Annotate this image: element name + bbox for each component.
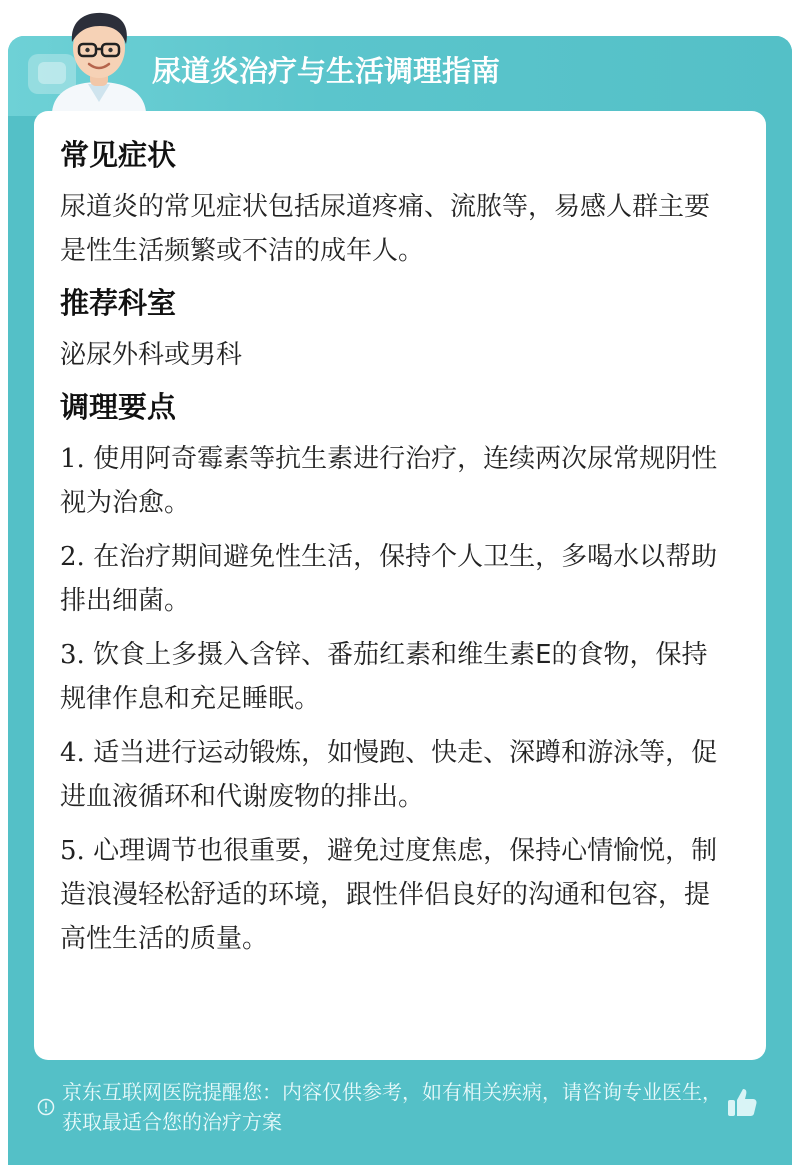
list-item-number: 4. <box>60 738 85 768</box>
section-heading-symptoms: 常见症状 <box>60 138 177 172</box>
section-symptoms <box>60 135 730 273</box>
section-heading-care: 调理要点 <box>60 390 177 424</box>
list-item-text: 在治疗期间避免性生活，保持个人卫生，多喝水以帮助排出细菌。 <box>60 542 718 616</box>
thumbs-up-icon[interactable] <box>724 1085 760 1121</box>
list-item-number: 1. <box>60 444 85 474</box>
list-item-text: 心理调节也很重要，避免过度焦虑，保持心情愉悦，制造浪漫轻松舒适的环境，跟性伴侣良好的沟通和包容，提高性生活的质量。 <box>60 836 718 954</box>
list-item-number: 3. <box>60 640 85 670</box>
section-text-department: 泌尿外科或男科 <box>60 340 243 370</box>
page-title: 尿道炎治疗与生活调理指南 <box>152 54 501 88</box>
list-item-text: 使用阿奇霉素等抗生素进行治疗，连续两次尿常规阴性视为治愈。 <box>60 444 718 518</box>
doctor-avatar-icon <box>44 4 154 112</box>
section-care <box>60 387 730 961</box>
content-card <box>34 111 766 1060</box>
list-item <box>60 535 730 623</box>
info-icon <box>37 1098 55 1116</box>
section-department <box>60 283 730 377</box>
list-item-text: 适当进行运动锻炼，如慢跑、快走、深蹲和游泳等，促进血液循环和代谢废物的排出。 <box>60 738 718 812</box>
list-item <box>60 633 730 721</box>
content-card-inner <box>60 135 730 971</box>
list-item-number: 5. <box>60 836 85 866</box>
footer-disclaimer: 京东互联网医院提醒您：内容仅供参考，如有相关疾病，请咨询专业医生，获取最适合您的治疗方案 <box>62 1080 722 1134</box>
list-item <box>60 731 730 819</box>
section-text-symptoms: 尿道炎的常见症状包括尿道疼痛、流脓等，易感人群主要是性生活频繁或不洁的成年人。 <box>60 192 711 266</box>
list-item-number: 2. <box>60 542 85 572</box>
section-heading-department: 推荐科室 <box>60 286 177 320</box>
list-item-text: 饮食上多摄入含锌、番茄红素和维生素E的食物，保持规律作息和充足睡眠。 <box>60 640 708 714</box>
list-item <box>60 437 730 525</box>
list-item <box>60 829 730 961</box>
